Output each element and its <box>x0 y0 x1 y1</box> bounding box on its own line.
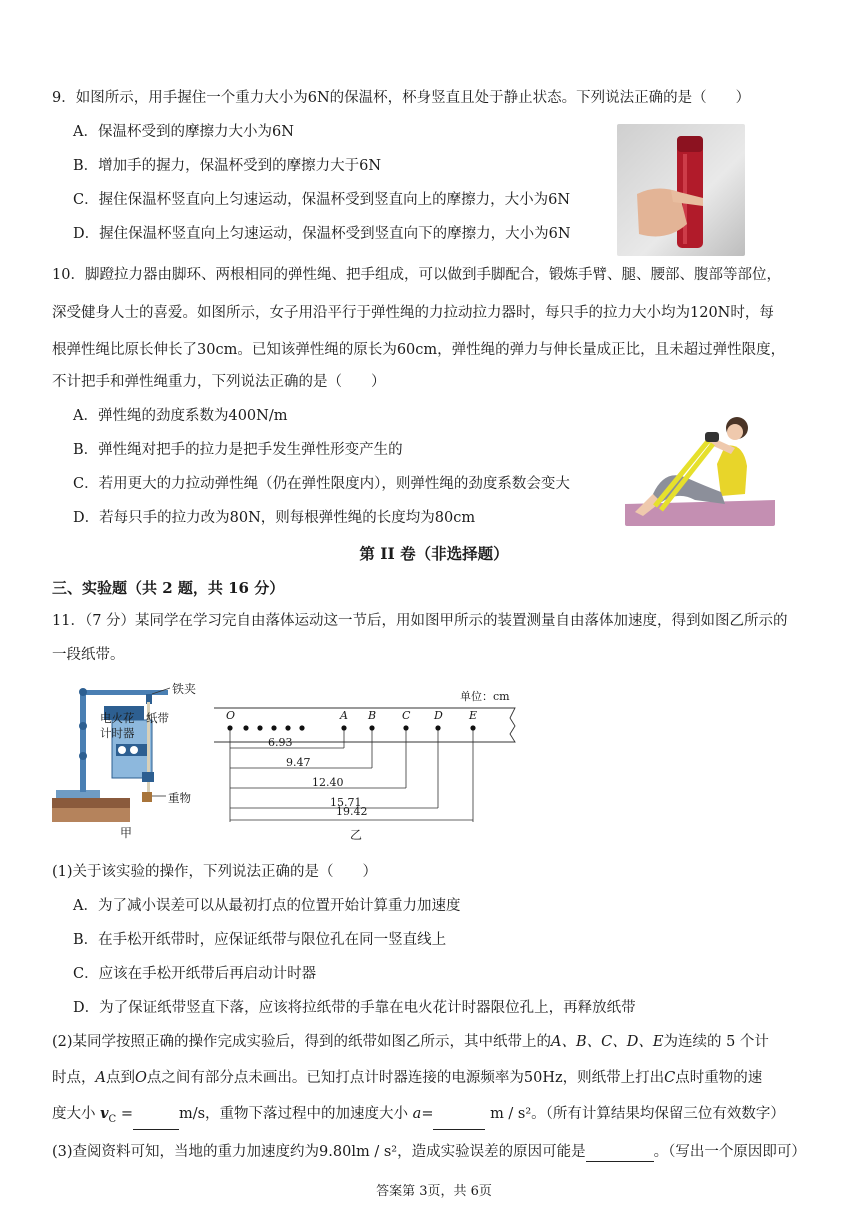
q11-stem-line1: 11．（7 分）某同学在学习完自由落体运动这一节后，用如图甲所示的装置测量自由落体加速度，得到如图乙所示的 <box>52 613 788 629</box>
q11-p2-line1 <box>52 1032 769 1052</box>
q11-stem-line2: 一段纸带。 <box>52 647 125 663</box>
distance-oa: 6.93 <box>268 736 293 749</box>
figure-yi <box>210 686 520 842</box>
thermos-photo <box>617 124 745 256</box>
q11-p1-option-b: B．在手松开纸带时，应保证纸带与限位孔在同一竖直线上 <box>73 932 447 948</box>
caption-jia: 甲 <box>120 826 133 840</box>
q11-p3-text: (3)查阅资料可知，当地的重力加速度约为9.80lm / s²，造成实验误差的原因可能是 <box>52 1144 586 1160</box>
q11-p2-line1-end: 为连续的 5 个计 <box>663 1034 769 1050</box>
q11-p1-option-d: D．为了保证纸带竖直下落，应该将拉纸带的手靠在电火花计时器限位孔上，再释放纸带 <box>73 1000 636 1016</box>
q11-p2-line2-f: C <box>664 1070 676 1086</box>
label-dianhuohua: 电火花 <box>100 711 135 725</box>
label-zhidai: 纸带 <box>146 711 169 725</box>
q10-stem-line1: 10．脚蹬拉力器由脚环、两根相同的弹性绳、把手组成，可以做到手脚配合，锻炼手臂、腿、腰部、腹部等部位， <box>52 267 781 283</box>
q10-option-d: D．若每只手的拉力改为80N，则每根弹性绳的长度均为80cm <box>73 510 476 526</box>
q11-p2-line2-b: A <box>95 1070 106 1086</box>
q11-p2-line2-a: 时点， <box>52 1070 96 1086</box>
q11-p1-stem: (1)关于该实验的操作，下列说法正确的是（ ） <box>52 864 378 880</box>
q11-p2-points: A、B、C、D、E <box>551 1034 664 1050</box>
q10-option-a: A．弹性绳的劲度系数为400N/m <box>73 408 288 424</box>
label-jishiqi: 计时器 <box>100 726 135 740</box>
q9-option-c: C．握住保温杯竖直向上匀速运动，保温杯受到竖直向上的摩擦力，大小为6N <box>73 192 571 208</box>
q11-p2-line2-c: 点到 <box>105 1070 135 1086</box>
q10-stem-line3: 根弹性绳比原长伸长了30cm。已知该弹性绳的原长为60cm，弹性绳的弹力与伸长量成正比，且未超过弹性限度， <box>52 342 786 358</box>
q11-p2-equals-2: = <box>421 1106 434 1122</box>
point-d: D <box>434 709 443 722</box>
fitness-photo <box>625 408 775 526</box>
q9-option-a: A．保温杯受到的摩擦力大小为6N <box>73 124 294 140</box>
q11-p1-option-a: A．为了减小误差可以从最初打点的位置开始计算重力加速度 <box>73 898 461 914</box>
q11-p2-line3-c: m / s²。（所有计算结果均保留三位有效数字） <box>490 1106 785 1122</box>
distance-ob: 9.47 <box>286 756 311 769</box>
q11-p2-blank-a[interactable] <box>433 1113 485 1130</box>
page-footer: 答案第 3页，共 6页 <box>376 1184 492 1199</box>
label-tiejia: 铁夹 <box>172 682 197 696</box>
q11-p2-line2-d: O <box>134 1070 147 1086</box>
q11-p3-blank[interactable] <box>586 1145 654 1162</box>
q11-p3-end: 。（写出一个原因即可） <box>653 1144 806 1160</box>
q9-stem: 9．如图所示，用手握住一个重力大小为6N的保温杯，杯身竖直且处于静止状态。下列说法正确的是（ ） <box>52 90 751 106</box>
label-zhongwu: 重物 <box>168 791 191 805</box>
q9-option-d: D．握住保温杯竖直向上匀速运动，保温杯受到竖直向下的摩擦力，大小为6N <box>73 226 571 242</box>
q10-stem-line2: 深受健身人士的喜爱。如图所示，女子用沿平行于弹性绳的力拉动拉力器时，每只手的拉力大小均为120N时，每 <box>52 305 774 321</box>
section-title: 第 II 卷（非选择题） <box>359 544 509 563</box>
q11-p2-line3 <box>52 1104 785 1130</box>
q10-stem-line4: 不计把手和弹性绳重力，下列说法正确的是（ ） <box>52 374 386 390</box>
figure-jia <box>52 680 212 840</box>
q11-p2-line2-e: 点之间有部分点未画出。已知打点计时器连接的电源频率为50Hz，则纸带上打出 <box>146 1070 665 1086</box>
section-3-title: 三、实验题（共 2 题，共 16 分） <box>52 579 285 597</box>
q11-p2-line1-text: (2)某同学按照正确的操作完成实验后，得到的纸带如图乙所示，其中纸带上的 <box>52 1034 552 1050</box>
point-c: C <box>402 709 411 722</box>
q11-p2-equals-1: = <box>120 1106 133 1122</box>
q11-p2-line2 <box>52 1068 762 1088</box>
q11-p2-line3-b: m/s，重物下落过程中的加速度大小 <box>178 1106 409 1122</box>
distance-oe: 19.42 <box>336 805 368 818</box>
q11-p2-vc-sub: C <box>108 1113 117 1125</box>
q11-p1-option-c: C．应该在手松开纸带后再启动计时器 <box>73 966 317 982</box>
q11-p2-blank-vc[interactable] <box>133 1113 179 1130</box>
q10-option-c: C．若用更大的力拉动弹性绳（仍在弹性限度内），则弹性绳的劲度系数会变大 <box>73 476 570 492</box>
q10-option-b: B．弹性绳对把手的拉力是把手发生弹性形变产生的 <box>73 442 403 458</box>
point-e: E <box>469 709 478 722</box>
distance-od: 15.71 <box>330 796 362 809</box>
caption-yi: 乙 <box>350 828 363 842</box>
q11-p2-line2-g: 点时重物的速 <box>675 1070 763 1086</box>
q11-p2-a-var: a <box>412 1106 422 1122</box>
q11-p3 <box>52 1142 806 1162</box>
distance-oc: 12.40 <box>312 776 344 789</box>
point-a: A <box>340 709 348 722</box>
point-o: O <box>226 709 236 722</box>
point-b: B <box>368 709 377 722</box>
tape-unit: 单位：cm <box>460 690 510 703</box>
q9-option-b: B．增加手的握力，保温杯受到的摩擦力大于6N <box>73 158 382 174</box>
q11-p2-line3-a: 度大小 <box>52 1106 96 1122</box>
q11-p2-vc: v <box>100 1105 109 1122</box>
